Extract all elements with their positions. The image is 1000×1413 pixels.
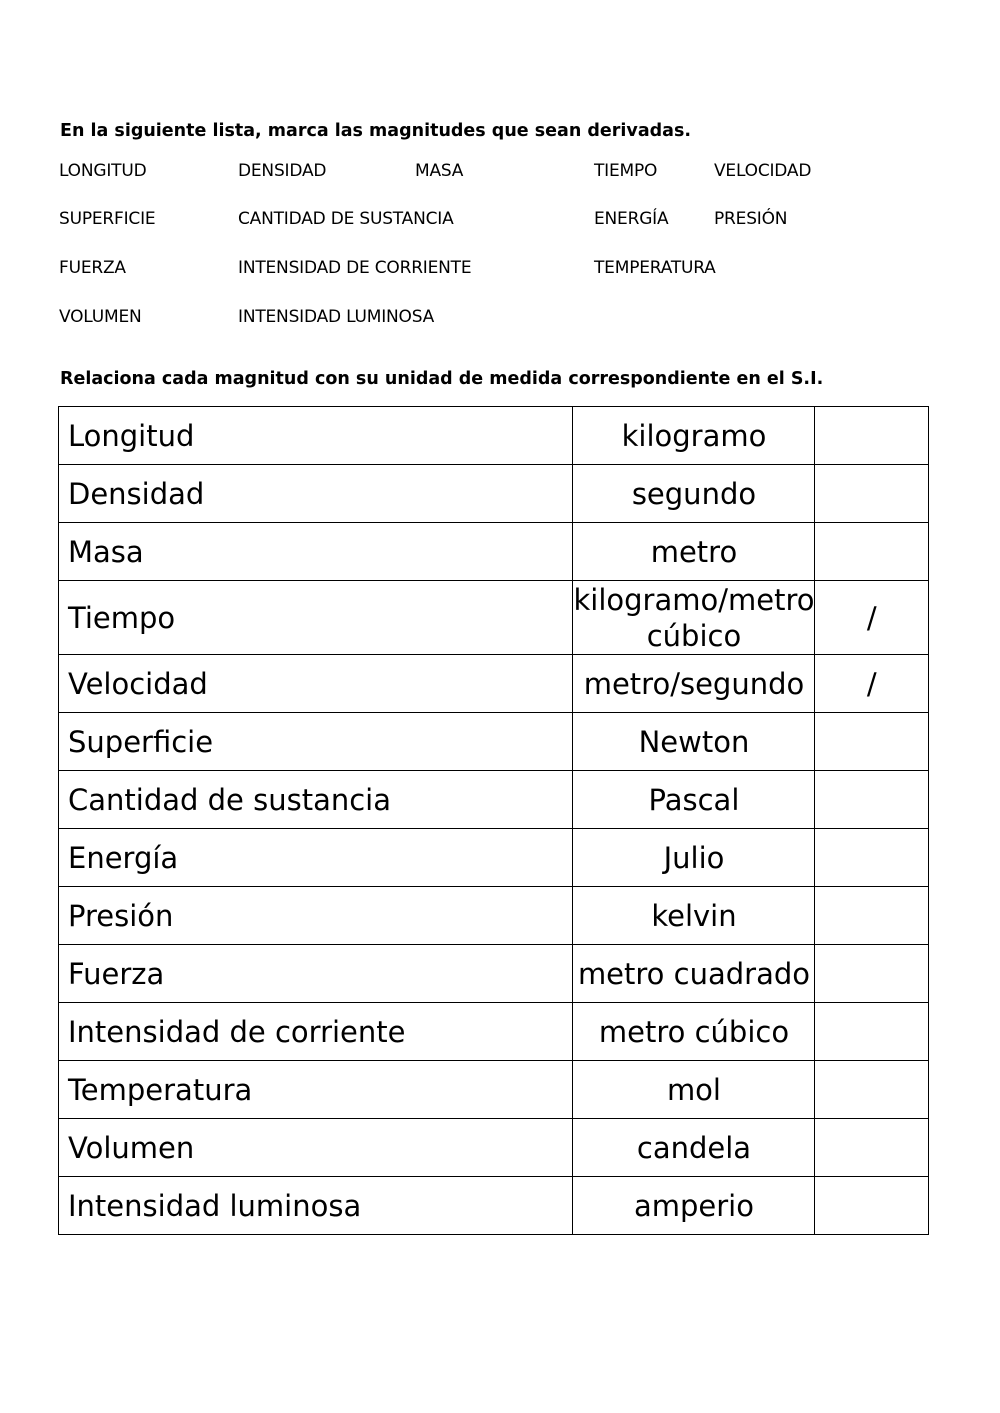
magnitude-cell: Cantidad de sustancia — [59, 771, 573, 829]
table-row — [59, 1119, 929, 1177]
answer-cell[interactable] — [815, 1119, 929, 1177]
table-row — [59, 523, 929, 581]
table-row — [59, 887, 929, 945]
answer-cell[interactable] — [815, 407, 929, 465]
magnitude-cell: Volumen — [59, 1119, 573, 1177]
magnitude-item[interactable]: CANTIDAD DE SUSTANCIA — [238, 209, 454, 229]
magnitude-item[interactable]: DENSIDAD — [238, 161, 327, 181]
magnitude-item[interactable]: VELOCIDAD — [714, 161, 812, 181]
unit-cell: metro cúbico — [573, 1003, 815, 1061]
magnitude-list — [0, 0, 1000, 340]
magnitude-cell: Masa — [59, 523, 573, 581]
magnitude-cell: Presión — [59, 887, 573, 945]
magnitude-item[interactable]: ENERGÍA — [594, 209, 669, 229]
magnitude-cell: Energía — [59, 829, 573, 887]
magnitude-cell: Tiempo — [59, 581, 573, 655]
magnitude-item[interactable]: LONGITUD — [59, 161, 147, 181]
table-row — [59, 713, 929, 771]
table-row — [59, 465, 929, 523]
magnitude-item[interactable]: FUERZA — [59, 258, 126, 278]
answer-cell[interactable] — [815, 523, 929, 581]
unit-cell: amperio — [573, 1177, 815, 1235]
answer-cell[interactable]: / — [815, 655, 929, 713]
answer-cell[interactable] — [815, 887, 929, 945]
magnitude-cell: Velocidad — [59, 655, 573, 713]
table-row — [59, 945, 929, 1003]
magnitude-cell: Densidad — [59, 465, 573, 523]
table-row — [59, 655, 929, 713]
table-row — [59, 771, 929, 829]
unit-cell: metro cuadrado — [573, 945, 815, 1003]
magnitude-cell: Superficie — [59, 713, 573, 771]
unit-cell: kilogramo/metro cúbico — [573, 582, 815, 653]
unit-cell: kelvin — [573, 887, 815, 945]
magnitude-item[interactable]: INTENSIDAD DE CORRIENTE — [238, 258, 472, 278]
magnitude-cell: Temperatura — [59, 1061, 573, 1119]
instruction-match-units: Relaciona cada magnitud con su unidad de medida correspondiente en el S.I. — [60, 369, 824, 389]
unit-cell: mol — [573, 1061, 815, 1119]
answer-cell[interactable] — [815, 1061, 929, 1119]
answer-cell[interactable] — [815, 829, 929, 887]
table-row — [59, 1177, 929, 1235]
unit-cell: candela — [573, 1119, 815, 1177]
magnitude-item[interactable]: VOLUMEN — [59, 307, 142, 327]
table-row — [59, 829, 929, 887]
table-row — [59, 581, 929, 655]
answer-cell[interactable] — [815, 945, 929, 1003]
unit-cell: Newton — [573, 713, 815, 771]
table-row — [59, 1061, 929, 1119]
magnitude-item[interactable]: PRESIÓN — [714, 209, 788, 229]
table-row — [59, 407, 929, 465]
magnitude-item[interactable]: INTENSIDAD LUMINOSA — [238, 307, 435, 327]
magnitude-cell: Intensidad de corriente — [59, 1003, 573, 1061]
magnitude-item[interactable]: TIEMPO — [594, 161, 658, 181]
magnitude-cell: Fuerza — [59, 945, 573, 1003]
magnitude-cell: Intensidad luminosa — [59, 1177, 573, 1235]
answer-cell[interactable] — [815, 1177, 929, 1235]
unit-cell: metro/segundo — [573, 655, 815, 713]
answer-cell[interactable] — [815, 1003, 929, 1061]
magnitude-item[interactable]: MASA — [415, 161, 464, 181]
matching-table — [58, 406, 929, 1235]
unit-cell: Pascal — [573, 771, 815, 829]
unit-cell: kilogramo — [573, 407, 815, 465]
unit-cell: segundo — [573, 465, 815, 523]
answer-cell[interactable] — [815, 771, 929, 829]
magnitude-cell: Longitud — [59, 407, 573, 465]
unit-cell: metro — [573, 523, 815, 581]
answer-cell[interactable] — [815, 713, 929, 771]
magnitude-item[interactable]: TEMPERATURA — [594, 258, 716, 278]
magnitude-item[interactable]: SUPERFICIE — [59, 209, 156, 229]
unit-cell: Julio — [573, 829, 815, 887]
table-row — [59, 1003, 929, 1061]
instruction-derived-magnitudes: En la siguiente lista, marca las magnitudes que sean derivadas. — [60, 121, 692, 141]
answer-cell[interactable] — [815, 465, 929, 523]
answer-cell[interactable]: / — [815, 581, 929, 655]
